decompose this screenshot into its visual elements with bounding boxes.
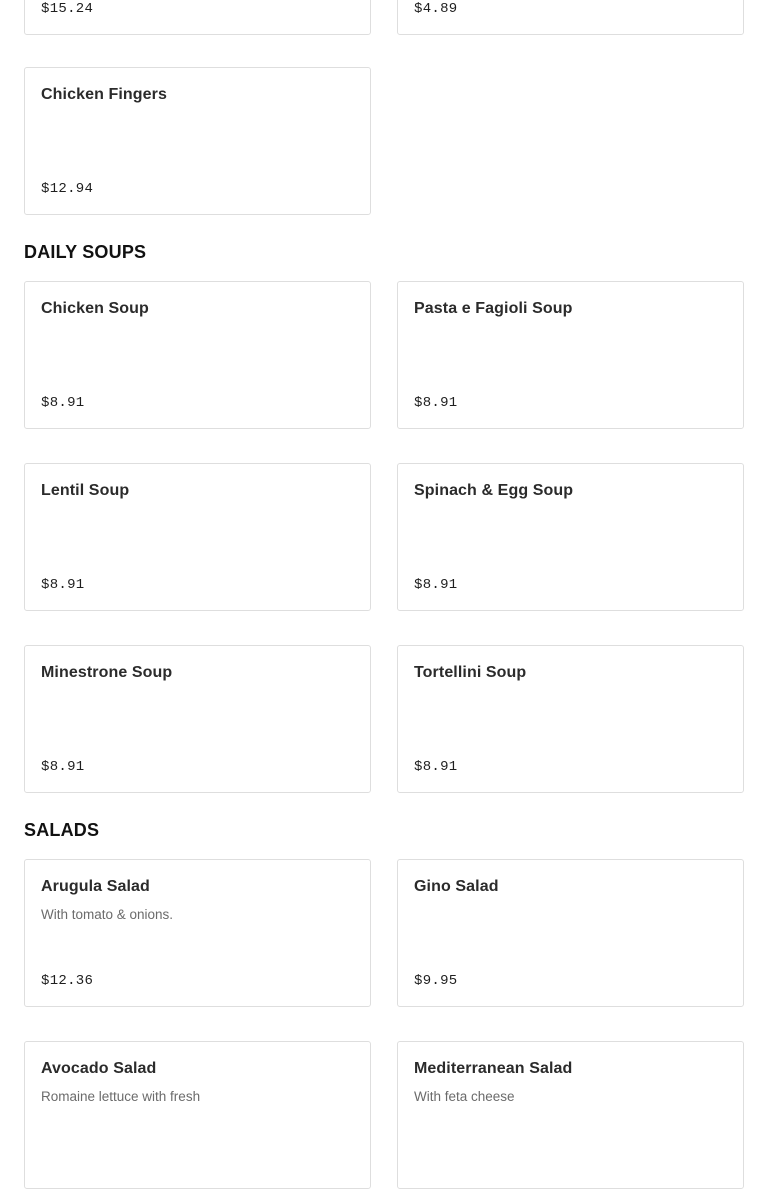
item-name: Avocado Salad	[41, 1060, 157, 1077]
menu-item-card[interactable]	[24, 1041, 371, 1189]
menu-item-card[interactable]	[24, 0, 371, 35]
menu-item-card[interactable]	[24, 67, 371, 215]
menu-item-card[interactable]	[397, 1041, 744, 1189]
item-name: Minestrone Soup	[41, 664, 173, 681]
section-heading-salads: SALADS	[24, 820, 100, 840]
menu-item-card[interactable]	[397, 859, 744, 1007]
item-price: $8.91	[414, 577, 458, 593]
item-price: $8.91	[414, 395, 458, 411]
item-name: Chicken Soup	[41, 300, 149, 317]
item-price: $8.91	[41, 395, 85, 411]
menu-item-card[interactable]	[397, 281, 744, 429]
menu-item-card[interactable]	[397, 0, 744, 35]
item-name: Arugula Salad	[41, 878, 150, 895]
item-price: $15.24	[41, 1, 94, 17]
item-name: Mediterranean Salad	[414, 1060, 573, 1077]
item-price: $12.94	[41, 181, 94, 197]
item-name: Tortellini Soup	[414, 664, 527, 681]
item-name: Pasta e Fagioli Soup	[414, 300, 573, 317]
menu-item-card[interactable]	[397, 645, 744, 793]
section-heading-daily-soups: DAILY SOUPS	[24, 242, 147, 262]
item-name: Gino Salad	[414, 878, 499, 895]
item-price: $9.95	[414, 973, 458, 989]
item-price: $8.91	[41, 759, 85, 775]
item-description: Romaine lettuce with fresh	[41, 1089, 201, 1104]
menu-item-card[interactable]	[397, 463, 744, 611]
item-price: $8.91	[414, 759, 458, 775]
item-description: With tomato & onions.	[41, 907, 174, 922]
menu-item-card[interactable]	[24, 281, 371, 429]
item-name: Lentil Soup	[41, 482, 130, 499]
item-price: $4.89	[414, 1, 458, 17]
menu-item-card[interactable]	[24, 645, 371, 793]
item-name: Spinach & Egg Soup	[414, 482, 574, 499]
menu-item-card[interactable]	[24, 859, 371, 1007]
item-price: $12.36	[41, 973, 94, 989]
item-description: With feta cheese	[414, 1089, 515, 1104]
item-name: Chicken Fingers	[41, 86, 167, 103]
menu-item-card[interactable]	[24, 463, 371, 611]
item-price: $8.91	[41, 577, 85, 593]
